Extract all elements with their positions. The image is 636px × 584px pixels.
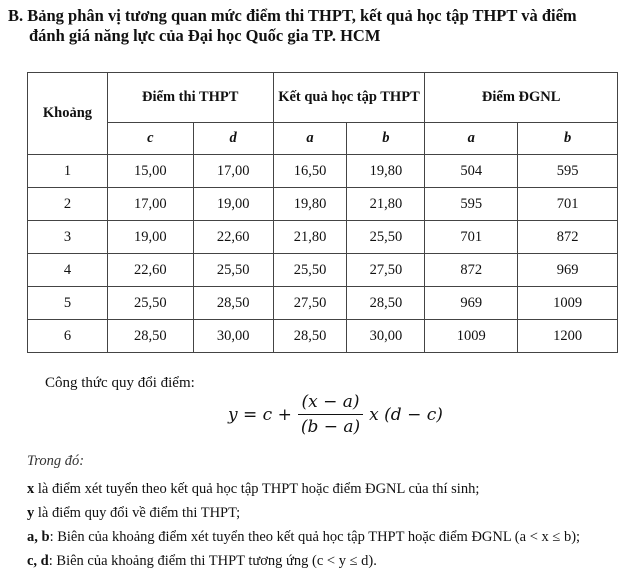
percentile-table [27, 72, 618, 353]
subheader-a-kqht: a [273, 123, 347, 155]
formula-numerator: (x − a) [298, 392, 362, 415]
table-row [28, 155, 618, 188]
cell-khoang: 3 [28, 221, 108, 254]
definition-term: y [27, 505, 35, 521]
subheader-b-dgnl: b [518, 123, 618, 155]
cell-b-kqht: 21,80 [347, 188, 425, 221]
cell-c: 19,00 [107, 221, 193, 254]
cell-a-dgnl: 872 [425, 254, 518, 287]
table-row [28, 221, 618, 254]
cell-b-kqht: 30,00 [347, 320, 425, 353]
cell-c: 28,50 [107, 320, 193, 353]
cell-c: 15,00 [107, 155, 193, 188]
definition-c-d [27, 549, 627, 573]
section-heading [8, 6, 630, 46]
cell-khoang: 2 [28, 188, 108, 221]
subheader-c: c [107, 123, 193, 155]
cell-a-dgnl: 969 [425, 287, 518, 320]
cell-a-dgnl: 504 [425, 155, 518, 188]
cell-d: 17,00 [193, 155, 273, 188]
cell-a-kqht: 16,50 [273, 155, 347, 188]
subheader-a-dgnl: a [425, 123, 518, 155]
cell-khoang: 1 [28, 155, 108, 188]
table-row [28, 320, 618, 353]
cell-c: 25,50 [107, 287, 193, 320]
cell-b-kqht: 28,50 [347, 287, 425, 320]
definition-x [27, 477, 627, 501]
formula-lhs: y = c + [228, 404, 292, 425]
cell-d: 30,00 [193, 320, 273, 353]
cell-a-dgnl: 701 [425, 221, 518, 254]
definition-text: là điểm xét tuyển theo kết quả học tập THPT hoặc điểm ĐGNL của thí sinh; [34, 481, 480, 497]
header-group-thpt: Điểm thi THPT [107, 73, 273, 123]
cell-a-dgnl: 595 [425, 188, 518, 221]
cell-a-kqht: 21,80 [273, 221, 347, 254]
formula-denominator: (b − a) [300, 417, 361, 437]
cell-khoang: 5 [28, 287, 108, 320]
cell-b-kqht: 25,50 [347, 221, 425, 254]
heading-line-2: đánh giá năng lực của Đại học Quốc gia TP. HCM [29, 26, 381, 45]
subheader-d: d [193, 123, 273, 155]
formula-label: Công thức quy đổi điểm: [45, 375, 195, 391]
cell-b-dgnl: 1200 [518, 320, 618, 353]
conversion-formula [228, 392, 443, 437]
cell-d: 28,50 [193, 287, 273, 320]
cell-b-kqht: 27,50 [347, 254, 425, 287]
cell-b-dgnl: 969 [518, 254, 618, 287]
cell-b-dgnl: 595 [518, 155, 618, 188]
definition-term: a, b [27, 529, 50, 545]
table-row [28, 254, 618, 287]
subheader-b-kqht: b [347, 123, 425, 155]
definition-text: : Biên của khoảng điểm xét tuyển theo kết quả học tập THPT hoặc điểm ĐGNL (a < x ≤ b); [49, 529, 581, 545]
definition-y [27, 501, 627, 525]
cell-a-kqht: 27,50 [273, 287, 347, 320]
cell-d: 22,60 [193, 221, 273, 254]
header-group-dgnl: Điểm ĐGNL [425, 73, 618, 123]
definitions [27, 453, 627, 573]
heading-line-1: B. Bảng phân vị tương quan mức điểm thi THPT, kết quả học tập THPT và điểm [8, 6, 577, 25]
definition-a-b [27, 525, 627, 549]
formula-rhs: x (d − c) [369, 404, 443, 425]
cell-b-dgnl: 1009 [518, 287, 618, 320]
cell-b-dgnl: 872 [518, 221, 618, 254]
header-khoang: Khoảng [28, 73, 108, 155]
cell-khoang: 4 [28, 254, 108, 287]
where-label: Trong đó: [27, 453, 85, 469]
cell-a-dgnl: 1009 [425, 320, 518, 353]
definition-text: : Biên của khoảng điểm thi THPT tương ứng (c < y ≤ d). [48, 553, 377, 569]
cell-b-dgnl: 701 [518, 188, 618, 221]
definition-text: là điểm quy đổi về điểm thi THPT; [34, 505, 241, 521]
cell-c: 17,00 [107, 188, 193, 221]
cell-khoang: 6 [28, 320, 108, 353]
cell-b-kqht: 19,80 [347, 155, 425, 188]
table-row [28, 188, 618, 221]
cell-d: 25,50 [193, 254, 273, 287]
definition-term: x [27, 481, 35, 497]
definition-term: c, d [27, 553, 49, 569]
formula-fraction [298, 392, 363, 437]
header-group-kqht: Kết quả học tập THPT [273, 73, 425, 123]
cell-a-kqht: 25,50 [273, 254, 347, 287]
cell-d: 19,00 [193, 188, 273, 221]
cell-a-kqht: 19,80 [273, 188, 347, 221]
table-row [28, 287, 618, 320]
table-header-row [28, 73, 618, 123]
table-subheader-row [28, 123, 618, 155]
cell-c: 22,60 [107, 254, 193, 287]
cell-a-kqht: 28,50 [273, 320, 347, 353]
